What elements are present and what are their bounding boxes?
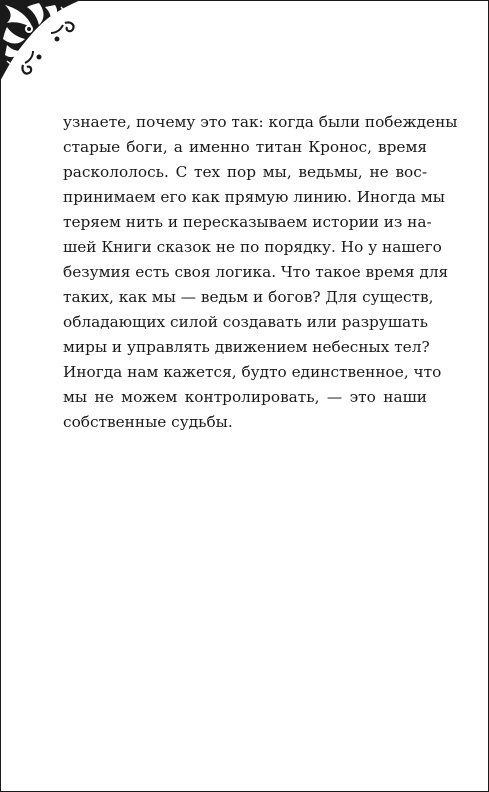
text-line: шей Книги сказок не по порядку. Но у нашего bbox=[63, 238, 442, 256]
text-line: раскололось. С тех пор мы, ведьмы, не вос- bbox=[63, 163, 427, 181]
text-line: безумия есть своя логика. Что такое время для bbox=[63, 263, 449, 281]
body-paragraph bbox=[63, 110, 458, 435]
text-line: собственные судьбы. bbox=[63, 413, 233, 431]
text-line: мы не можем контролировать, — это наши bbox=[63, 388, 427, 406]
text-line: Иногда нам кажется, будто единственное, что bbox=[63, 363, 442, 381]
text-line: обладающих силой создавать или разрушать bbox=[63, 313, 428, 331]
text-line: миры и управлять движением небесных тел? bbox=[63, 338, 430, 356]
text-line: принимаем его как прямую линию. Иногда мы bbox=[63, 188, 445, 206]
corner-flourish-icon bbox=[0, 0, 83, 83]
text-line: теряем нить и пересказываем истории из на- bbox=[63, 213, 432, 231]
text-line: узнаете, почему это так: когда были побеждены bbox=[63, 113, 458, 131]
text-line: старые боги, а именно титан Кронос, время bbox=[63, 138, 427, 156]
text-line: таких, как мы — ведьм и богов? Для существ, bbox=[63, 288, 434, 306]
